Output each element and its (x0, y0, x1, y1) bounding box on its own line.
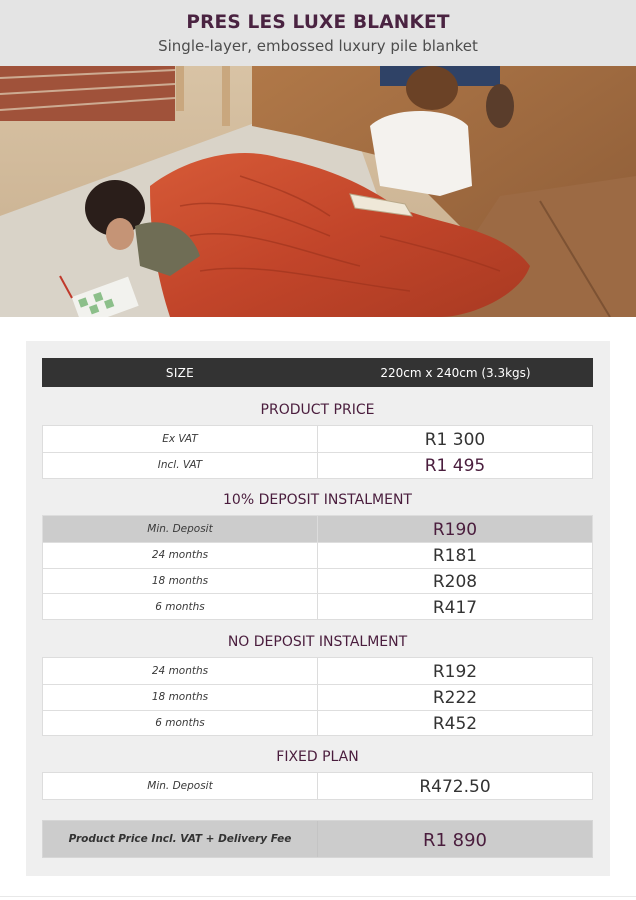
instalment-label: 6 months (43, 594, 318, 619)
product-subtitle: Single-layer, embossed luxury pile blanket (158, 37, 478, 55)
instalment-value: R452 (432, 713, 478, 734)
size-bar (42, 358, 593, 387)
table-row (43, 568, 592, 594)
fixed-plan-table (42, 772, 593, 800)
instalment-value: R192 (432, 661, 478, 682)
table-row (43, 593, 592, 619)
instalment-value: R208 (432, 571, 478, 592)
page-header (0, 0, 636, 66)
table-row (43, 452, 592, 478)
price-label: Ex VAT (43, 426, 318, 452)
instalment-value: R181 (432, 546, 478, 567)
instalment-label: 18 months (43, 569, 318, 594)
table-row (43, 710, 592, 736)
section-title-fixed-plan: FIXED PLAN (276, 749, 359, 765)
instalment-label: 18 months (43, 685, 318, 710)
instalment-label: 6 months (43, 711, 318, 736)
instalment-value: R222 (432, 688, 478, 709)
divider (0, 896, 636, 897)
section-title-deposit-instalment: 10% DEPOSIT INSTALMENT (223, 492, 412, 508)
price-label: Incl. VAT (43, 453, 318, 478)
lifestyle-photo-illustration (0, 66, 636, 317)
instalment-value: R417 (432, 597, 478, 618)
instalment-label: 24 months (43, 658, 318, 684)
section-title-no-deposit-instalment: NO DEPOSIT INSTALMENT (227, 634, 408, 650)
table-row (43, 684, 592, 710)
instalment-label: 24 months (43, 543, 318, 568)
total-value: R1 890 (422, 829, 488, 851)
total-price-row (42, 820, 593, 858)
fixed-plan-value: R472.50 (419, 776, 491, 797)
price-value: R1 495 (424, 456, 486, 477)
table-row (43, 658, 592, 684)
product-price-table (42, 425, 593, 479)
table-row (43, 426, 592, 452)
table-row (43, 773, 592, 799)
fixed-plan-label: Min. Deposit (43, 773, 318, 799)
deposit-instalment-table (42, 515, 593, 620)
table-row (43, 516, 592, 542)
section-title-product-price: PRODUCT PRICE (260, 402, 375, 418)
price-value: R1 300 (424, 429, 486, 450)
size-label: SIZE (165, 365, 195, 380)
no-deposit-instalment-table (42, 657, 593, 736)
instalment-value: R190 (432, 519, 478, 540)
table-row (43, 542, 592, 568)
total-label: Product Price Incl. VAT + Delivery Fee (43, 821, 318, 857)
size-value: 220cm x 240cm (3.3kgs) (380, 365, 531, 380)
product-photo (0, 66, 636, 317)
product-title: PRES LES LUXE BLANKET (186, 12, 450, 33)
instalment-label: Min. Deposit (43, 516, 318, 542)
pricing-panel (26, 341, 610, 876)
